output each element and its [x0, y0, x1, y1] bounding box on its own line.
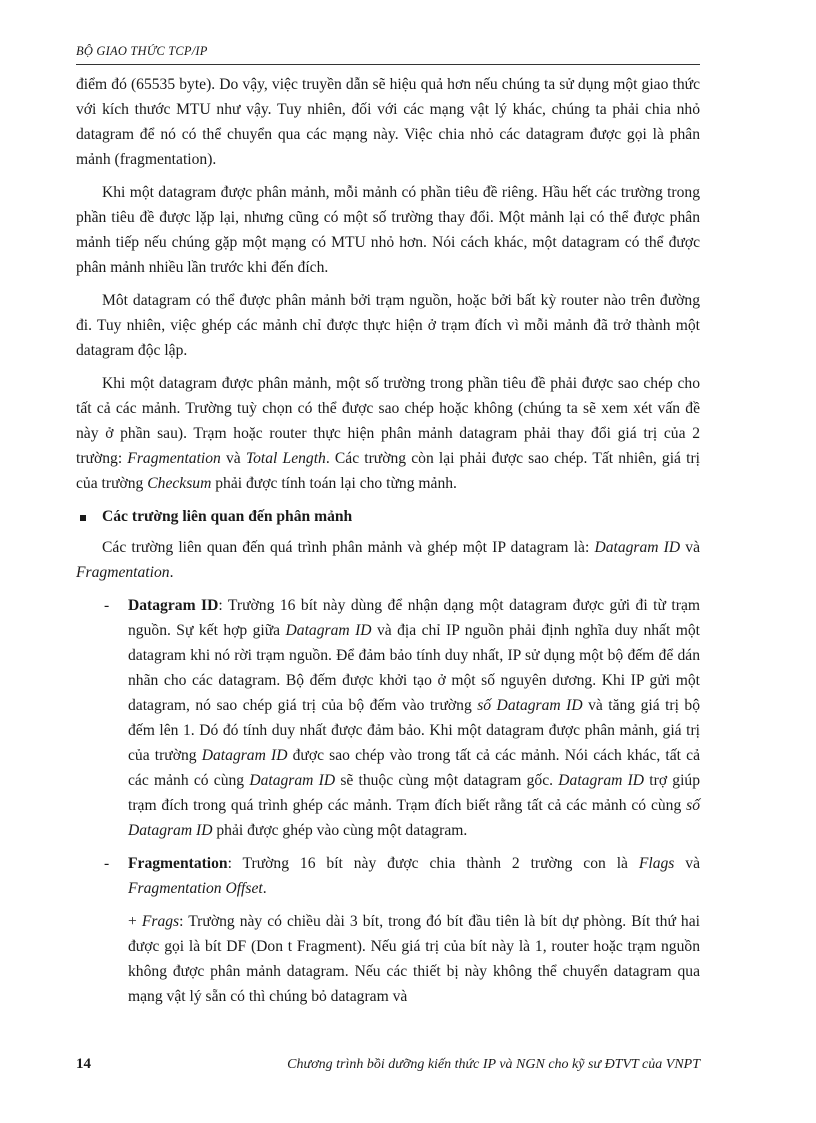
page-number: 14: [76, 1056, 91, 1072]
term-fragmentation: Fragmentation: [76, 564, 170, 581]
footer-text: Chương trình bồi dưỡng kiến thức IP và NGN cho kỹ sư ĐTVT của VNPT: [287, 1057, 700, 1072]
paragraph-4-text: và: [220, 450, 246, 467]
page-body: [76, 72, 700, 1017]
list-item-text: và địa chỉ IP nguồn phải định nghĩa duy nhất một datagram khi nó rời trạm nguồn. Để đảm bảo tính duy nhất, IP sử dụng một bộ đếm để dán nhãn cho các datagram. Bộ đếm được khởi tạo ở một số nguyên dương. Khi IP gửi một datagram, nó sao chép giá trị của bộ đếm vào trường: [128, 622, 700, 714]
term-total-length: Total Length: [245, 450, 326, 467]
list-item-text: và tăng giá trị bộ đếm lên 1. Dó đó tính duy nhất được đảm bảo. Khi một datagram được phân mảnh, giá trị của trường: [128, 697, 701, 764]
paragraph-4-text: Khi một datagram được phân mảnh, một số trường trong phần tiêu đề phải được sao chép cho tất cả các mảnh. Trường tuỳ chọn có thể được sao chép hoặc không (chúng ta sẽ xem xét vấn đề này ở phần sau). Trạm hoặc router thực hiện phân mảnh datagram phải thay đổi giá trị của 2 trường:: [76, 375, 700, 467]
paragraph-3: Môt datagram có thể được phân mảnh bởi trạm nguồn, hoặc bởi bất kỳ router nào trên đường đi. Tuy nhiên, việc ghép các mảnh chỉ được thực hiện ở trạm đích vì mỗi mảnh đã trở thành một datagram độc lập.: [76, 292, 700, 359]
sub-item-frags: [76, 909, 700, 1009]
list-item-text: : Trường 16 bít này dùng để nhận dạng một datagram được gửi đi từ trạm nguồn. Sự kết hợp giữa: [128, 597, 700, 639]
paragraph-1: điểm đó (65535 byte). Do vậy, việc truyền dẫn sẽ hiệu quả hơn nếu chúng ta sử dụng một giao thức với kích thước MTU như vậy. Tuy nhiên, đối với các mạng vật lý khác, chúng ta phải chia nhỏ datagram để nó có thể chuyển qua các mạng này. Việc chia nhỏ các datagram được gọi là phân mảnh (fragmentation).: [76, 76, 700, 168]
list-item-label: Datagram ID: [128, 597, 219, 614]
term-datagram-id: Datagram ID: [558, 772, 645, 789]
paragraph-4-text: phải được tính toán lại cho từng mảnh.: [211, 475, 457, 492]
square-bullet-icon: [80, 515, 86, 521]
plus-marker: +: [128, 913, 142, 930]
term-fragmentation-offset: Fragmentation Offset: [128, 880, 263, 897]
term-datagram-id: Datagram ID: [201, 747, 288, 764]
header-rule: [76, 64, 700, 65]
term-datagram-id: Datagram ID: [249, 772, 336, 789]
paragraph-4-text: . Các trường còn lại phải được sao chép. Tất nhiên, giá trị của trường: [76, 450, 700, 492]
list-item-text: .: [262, 880, 267, 897]
list-item-text: và: [674, 855, 701, 872]
term-datagram-id: Datagram ID: [594, 539, 681, 556]
list-item-text: sẽ thuộc cùng một datagram gốc.: [335, 772, 559, 789]
sub-item-text: : Trường này có chiều dài 3 bít, trong đó bít đầu tiên là bít dự phòng. Bít thứ hai được gọi là bít DF (Don t Fragment). Nếu giá trị của bít này là 1, router hoặc trạm nguồn không được phân mảnh datagram. Nếu các thiết bị này không thể chuyển datagram qua mạng vật lý sẵn có thì chúng bỏ datagram và: [128, 913, 700, 1005]
term-checksum: Checksum: [147, 475, 212, 492]
list-item-text: : Trường 16 bít này được chia thành 2 trường con là: [227, 855, 639, 872]
section-heading: [76, 504, 700, 529]
paragraph-5-text: .: [169, 564, 174, 581]
list-item-text: phải được ghép vào cùng một datagram.: [212, 822, 468, 839]
page-footer: [76, 1056, 700, 1073]
term-fragmentation: Fragmentation: [127, 450, 221, 467]
paragraph-5: [76, 535, 700, 585]
paragraph-5-text: Các trường liên quan đến quá trình phân mảnh và ghép một IP datagram là:: [102, 539, 595, 556]
running-header: BỘ GIAO THỨC TCP/IP: [76, 44, 208, 58]
paragraph-2: Khi một datagram được phân mảnh, mỗi mảnh có phần tiêu đề riêng. Hầu hết các trường trong phần tiêu đề được lặp lại, nhưng cũng có một số trường thay đổi. Một mảnh lại có thể được phân mảnh tiếp nếu chúng gặp một mạng có MTU nhỏ hơn. Nói cách khác, một datagram có thể được phân mảnh nhiều lần trước khi đến đích.: [76, 184, 700, 276]
dash-bullet: -: [104, 855, 110, 872]
paragraph-4: [76, 371, 700, 496]
paragraph-5-text: và: [680, 539, 700, 556]
term-flags: Flags: [638, 855, 675, 872]
term-frags: Frags: [141, 913, 180, 930]
term-datagram-id: số Datagram ID: [477, 697, 583, 714]
dash-bullet: -: [104, 597, 110, 614]
list-item-label: Fragmentation: [128, 855, 228, 872]
list-item-text: được sao chép vào trong tất cả các mảnh. Nói cách khác, tất cả các mảnh có cùng: [128, 747, 700, 789]
list-item-fragmentation: [76, 851, 700, 901]
section-heading-text: Các trường liên quan đến phân mảnh: [102, 508, 353, 525]
term-datagram-id: số Datagram ID: [128, 797, 700, 839]
list-item-text: trợ giúp trạm đích trong quá trình ghép các mảnh. Trạm đích biết rằng tất cả các mảnh có cùng: [128, 772, 701, 814]
term-datagram-id: Datagram ID: [285, 622, 372, 639]
list-item-datagram-id: [76, 593, 700, 843]
